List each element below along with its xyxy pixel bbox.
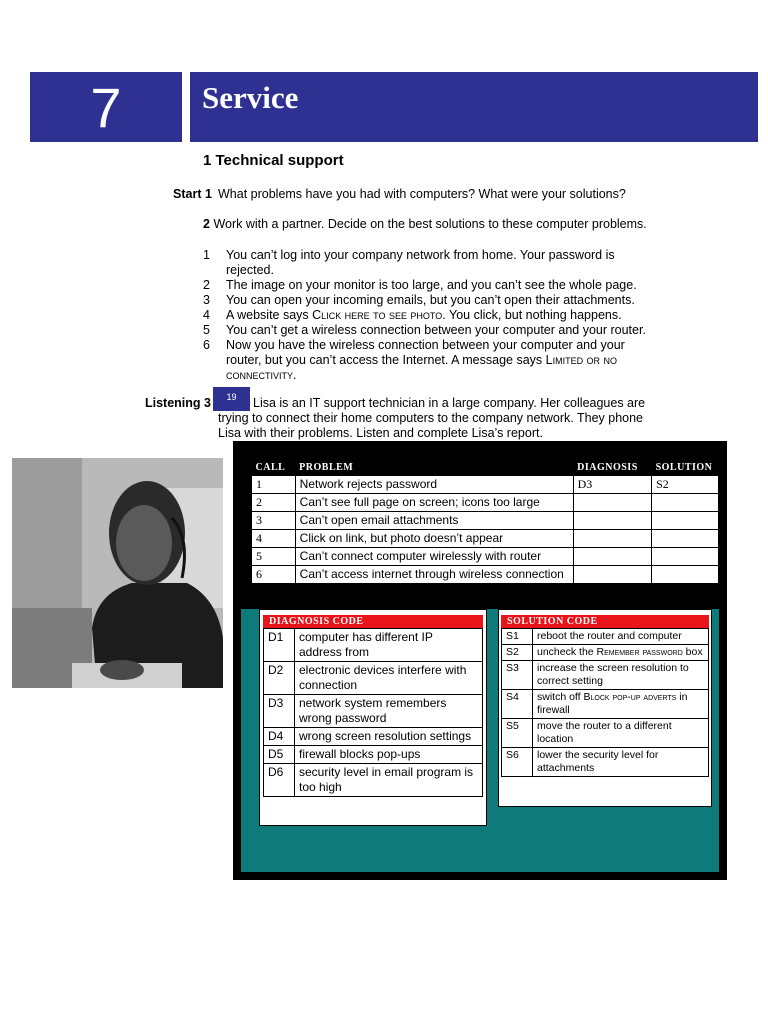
problem-text	[226, 338, 663, 383]
solution-text-smallcaps: Block pop-up adverts	[583, 691, 677, 703]
diagnosis-code-text: wrong screen resolution settings	[295, 728, 483, 746]
diagnosis-code-key: D3	[264, 695, 295, 728]
report-row	[252, 530, 719, 548]
diagnosis-code-row	[264, 764, 483, 797]
report-diagnosis-cell[interactable]	[573, 512, 651, 530]
start-label: Start 1	[173, 187, 212, 201]
solution-code-row	[502, 629, 709, 645]
diagnosis-code-text: computer has different IP address from	[295, 629, 483, 662]
report-problem: Can’t connect computer wirelessly with router	[295, 548, 573, 566]
header-diagnosis: DIAGNOSIS	[573, 459, 651, 476]
solution-code-row	[502, 748, 709, 777]
solution-code-key: S5	[502, 719, 533, 748]
diagnosis-code-row	[264, 728, 483, 746]
diagnosis-code-key: D6	[264, 764, 295, 797]
solution-text-end: in firewall	[537, 691, 688, 716]
solution-text-start: lower the security level for attachments	[537, 749, 659, 774]
solution-code-title: SOLUTION CODE	[501, 615, 709, 628]
diagnosis-code-text: security level in email program is too high	[295, 764, 483, 797]
problem-number: 2	[203, 278, 210, 292]
diagnosis-code-title: DIAGNOSIS CODE	[263, 615, 483, 628]
solution-code-text	[533, 645, 709, 661]
problem-text-start: You can’t log into your company network from home. Your password is rejected.	[226, 248, 615, 277]
audio-track-number: 19	[226, 392, 237, 402]
solution-code-row	[502, 661, 709, 690]
report-panel	[233, 441, 727, 880]
solution-text-start: uncheck the	[537, 646, 597, 658]
solution-code-text	[533, 690, 709, 719]
report-blank-cell	[573, 584, 651, 602]
diagnosis-code-text: firewall blocks pop-ups	[295, 746, 483, 764]
problem-list	[203, 248, 663, 383]
report-panel-background	[241, 449, 719, 872]
unit-title: Service	[202, 80, 299, 115]
problem-text-end: . You click, but nothing happens.	[442, 308, 622, 322]
report-solution-cell[interactable]	[652, 566, 719, 584]
solution-text-smallcaps: Remember password	[596, 646, 683, 658]
lisa-report	[241, 449, 719, 609]
problem-text	[226, 323, 663, 338]
header-solution: SOLUTION	[652, 459, 719, 476]
solution-text-end: box	[682, 646, 703, 658]
report-blank-cell	[252, 584, 296, 602]
report-call-number: 3	[252, 512, 296, 530]
problem-text-smallcaps: Click here to see photo	[312, 308, 443, 322]
problem-text-end: .	[293, 368, 297, 382]
header-call: CALL	[252, 459, 296, 476]
problem-text	[226, 308, 663, 323]
report-problem: Click on link, but photo doesn’t appear	[295, 530, 573, 548]
report-call-number: 2	[252, 494, 296, 512]
report-call-number: 1	[252, 476, 296, 494]
diagnosis-code-box	[259, 609, 487, 826]
report-call-number: 5	[252, 548, 296, 566]
diagnosis-code-row	[264, 695, 483, 728]
solution-text-start: switch off	[537, 691, 584, 703]
unit-title-banner	[190, 72, 758, 142]
solution-code-text	[533, 661, 709, 690]
report-call-number: 6	[252, 566, 296, 584]
report-problem: Can’t open email attachments	[295, 512, 573, 530]
solution-code-row	[502, 719, 709, 748]
report-header-row	[252, 459, 719, 476]
report-diagnosis-cell[interactable]: D3	[573, 476, 651, 494]
problem-text	[226, 278, 663, 293]
problem-text-start: A website says	[226, 308, 313, 322]
report-solution-cell[interactable]	[652, 530, 719, 548]
problem-item	[203, 293, 663, 308]
solution-code-table	[501, 628, 709, 777]
report-row	[252, 512, 719, 530]
problem-item	[203, 278, 663, 293]
report-diagnosis-cell[interactable]	[573, 494, 651, 512]
listening-label: Listening 3	[145, 396, 211, 410]
problem-text-start: The image on your monitor is too large, and you can’t see the whole page.	[226, 278, 637, 292]
report-solution-cell[interactable]: S2	[652, 476, 719, 494]
solution-code-box	[498, 609, 712, 807]
report-blank-cell	[295, 584, 573, 602]
report-row	[252, 494, 719, 512]
question-2-text: Work with a partner. Decide on the best solutions to these computer problems.	[213, 217, 647, 231]
technician-photo-image	[12, 458, 223, 688]
start-question-1: What problems have you had with computers? What were your solutions?	[218, 187, 626, 201]
diagnosis-code-key: D5	[264, 746, 295, 764]
diagnosis-code-text: electronic devices interfere with connection	[295, 662, 483, 695]
problem-text	[226, 293, 663, 308]
diagnosis-code-text: network system remembers wrong password	[295, 695, 483, 728]
report-row	[252, 566, 719, 584]
solution-code-row	[502, 645, 709, 661]
problem-item	[203, 338, 663, 383]
problem-item	[203, 308, 663, 323]
report-solution-cell[interactable]	[652, 494, 719, 512]
report-problem: Network rejects password	[295, 476, 573, 494]
problem-text-start: You can open your incoming emails, but you can’t open their attachments.	[226, 293, 635, 307]
section-title: 1 Technical support	[203, 152, 344, 169]
diagnosis-code-key: D1	[264, 629, 295, 662]
report-call-number: 4	[252, 530, 296, 548]
report-solution-cell[interactable]	[652, 512, 719, 530]
solution-code-text	[533, 748, 709, 777]
solution-code-text	[533, 629, 709, 645]
report-solution-cell[interactable]	[652, 548, 719, 566]
problem-number: 4	[203, 308, 210, 322]
diagnosis-code-row	[264, 746, 483, 764]
solution-code-text	[533, 719, 709, 748]
start-question-2	[203, 217, 647, 232]
solution-code-key: S3	[502, 661, 533, 690]
problem-text	[226, 248, 663, 278]
diagnosis-code-table	[263, 628, 483, 797]
listening-instructions: Lisa is an IT support technician in a large company. Her colleagues are trying to connect their home computers to the company network. They phone Lisa with their problems. Listen and complete Lisa’s report.	[218, 396, 646, 440]
report-diagnosis-cell[interactable]	[573, 566, 651, 584]
solution-text-start: move the router to a different location	[537, 720, 672, 745]
problem-text-start: You can’t get a wireless connection between your computer and your router.	[226, 323, 646, 337]
problem-number: 5	[203, 323, 210, 337]
unit-number-box	[30, 72, 182, 142]
problem-number: 1	[203, 248, 210, 262]
problem-number: 3	[203, 293, 210, 307]
report-problem: Can’t see full page on screen; icons too large	[295, 494, 573, 512]
report-diagnosis-cell[interactable]	[573, 548, 651, 566]
unit-number: 7	[90, 75, 122, 139]
report-blank-row	[252, 584, 719, 602]
report-blank-cell	[652, 584, 719, 602]
diagnosis-code-key: D4	[264, 728, 295, 746]
diagnosis-code-row	[264, 629, 483, 662]
technician-photo	[12, 458, 223, 688]
report-row	[252, 476, 719, 494]
report-table	[251, 459, 719, 601]
solution-code-key: S6	[502, 748, 533, 777]
diagnosis-code-row	[264, 662, 483, 695]
report-row	[252, 548, 719, 566]
problem-text-start: Now you have the wireless connection between your computer and your router, but you can’t access the Internet. A message says	[226, 338, 625, 367]
problem-text-smallcaps: Limited or no connectivity	[226, 353, 618, 382]
solution-code-key: S1	[502, 629, 533, 645]
solution-text-start: reboot the router and computer	[537, 630, 682, 642]
problem-number: 6	[203, 338, 210, 352]
problem-item	[203, 248, 663, 278]
solution-text-start: increase the screen resolution to correct setting	[537, 662, 689, 687]
problem-item	[203, 323, 663, 338]
report-diagnosis-cell[interactable]	[573, 530, 651, 548]
solution-code-row	[502, 690, 709, 719]
question-2-number: 2	[203, 217, 210, 231]
diagnosis-code-key: D2	[264, 662, 295, 695]
solution-code-key: S4	[502, 690, 533, 719]
report-problem: Can’t access internet through wireless connection	[295, 566, 573, 584]
header-problem: PROBLEM	[295, 459, 573, 476]
solution-code-key: S2	[502, 645, 533, 661]
